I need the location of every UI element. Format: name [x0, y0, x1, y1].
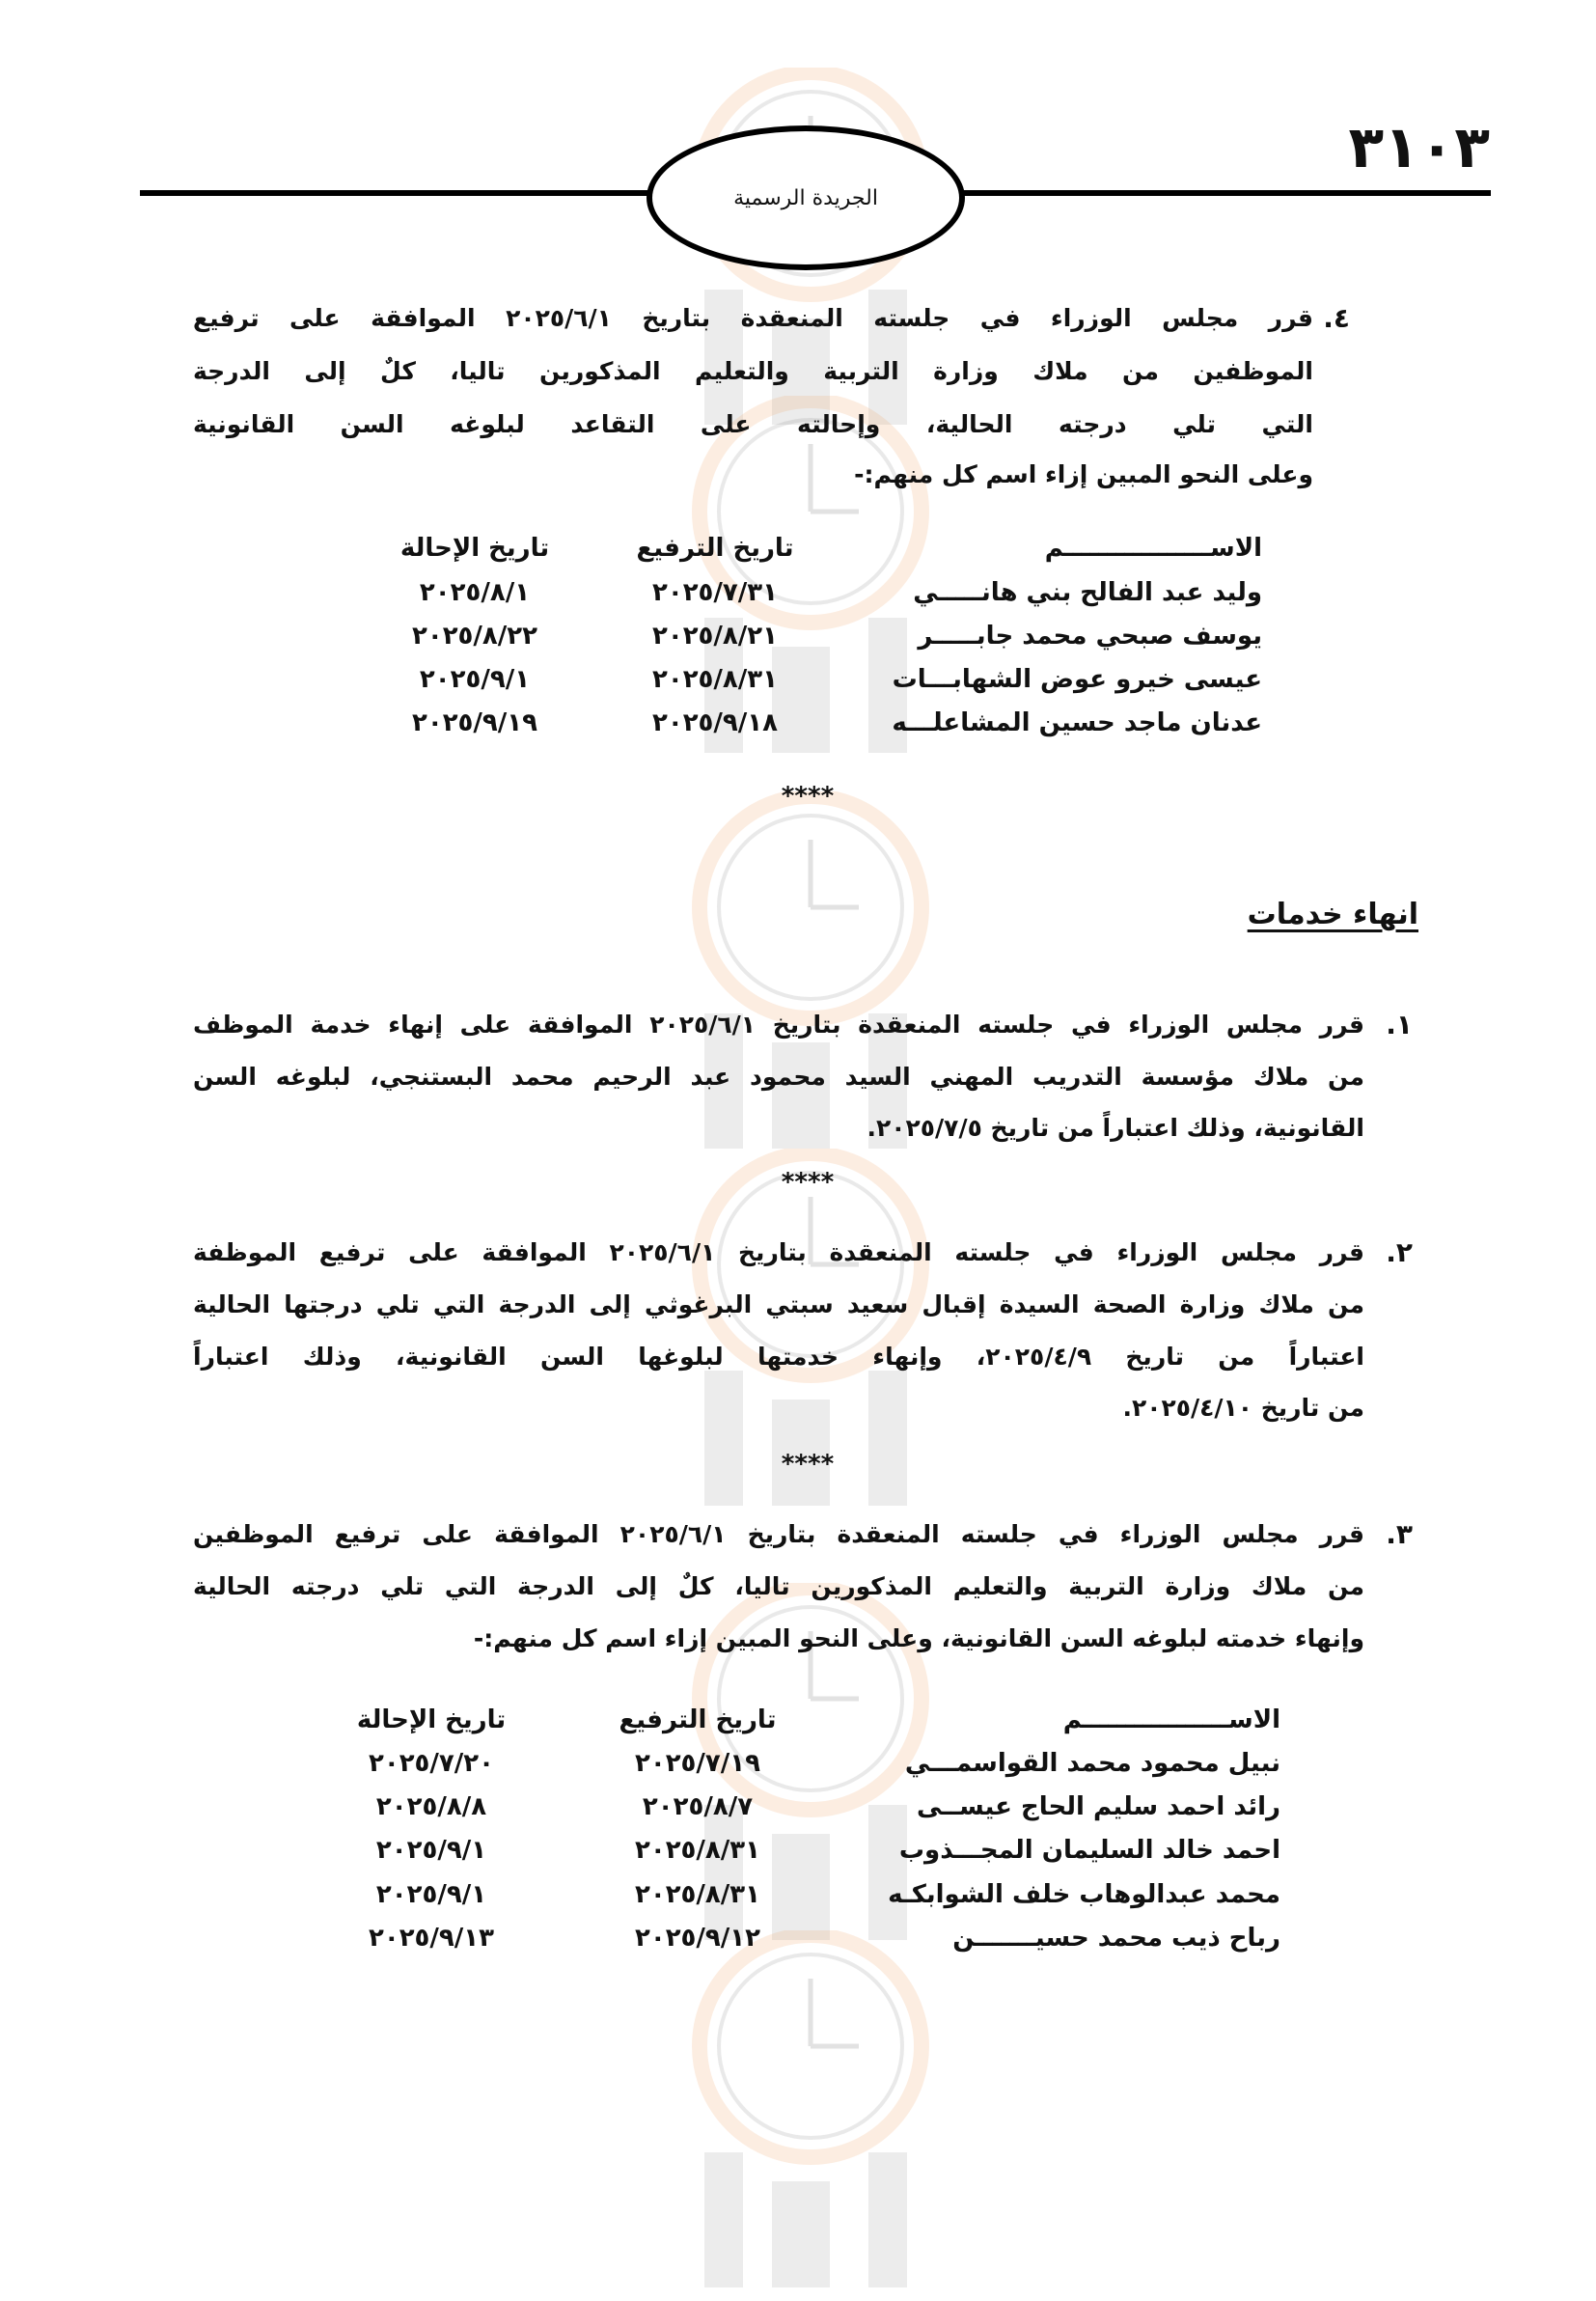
cell-name: رائد احمد سليم الحاج عيســى — [917, 1792, 1280, 1821]
paragraph-line: وإنهاء خدمته لبلوغه السن القانونية، وعلى النحو المبين إزاء اسم كل منهم:- — [473, 1624, 1364, 1652]
section-heading: انهاء خدمات — [1247, 898, 1418, 931]
cell-retirement-date: ٢٠٢٥/٩/١ — [375, 1836, 487, 1865]
item-number: ١. — [1386, 1009, 1413, 1040]
page-number: ٣١٠٣ — [1348, 114, 1490, 181]
cell-name: عيسى خيرو عوض الشهابـــات — [892, 665, 1262, 694]
cell-name: عدنان ماجد حسين المشاعلـــه — [892, 708, 1262, 737]
cell-retirement-date: ٢٠٢٥/٨/٨ — [375, 1792, 487, 1821]
cell-promotion-date: ٢٠٢٥/٨/٣١ — [651, 665, 779, 694]
column-header-promotion-date: تاريخ الترفيع — [636, 534, 794, 563]
cell-name: يوسف صبحي محمد جابـــــر — [918, 622, 1262, 651]
paragraph-line: من ملاك مؤسسة التدريب المهني السيد محمود عبد الرحيم محمد البستنجي، لبلوغه السن — [193, 1063, 1364, 1091]
separator: **** — [781, 1168, 835, 1197]
paragraph-line: التي تلي درجته الحالية، وإحالته على التقاعد لبلوغه السن القانونية — [193, 410, 1313, 438]
column-header-name: الاســـــــــــــــــم — [1044, 534, 1262, 563]
paragraph-line: من تاريخ ٢٠٢٥/٤/١٠. — [1122, 1394, 1364, 1422]
paragraph-line: القانونية، وذلك اعتباراً من تاريخ ٢٠٢٥/٧/٥. — [867, 1114, 1364, 1142]
cell-retirement-date: ٢٠٢٥/٩/١٣ — [368, 1924, 495, 1953]
cell-retirement-date: ٢٠٢٥/٧/٢٠ — [368, 1749, 495, 1778]
item-number: ٢. — [1386, 1236, 1413, 1268]
watermark-clock-icon — [627, 791, 994, 1162]
cell-retirement-date: ٢٠٢٥/٨/١ — [419, 578, 531, 607]
paragraph-line: قرر مجلس الوزراء في جلسته المنعقدة بتاريخ ٢٠٢٥/٦/١ الموافقة على ترفيع — [193, 304, 1313, 332]
cell-retirement-date: ٢٠٢٥/٨/٢٢ — [411, 622, 538, 651]
paragraph-line: من ملاك وزارة الصحة السيدة إقبال سعيد سبتي البرغوثي إلى الدرجة التي تلي درجتها الحالية — [193, 1290, 1364, 1318]
paragraph-line: قرر مجلس الوزراء في جلسته المنعقدة بتاريخ ٢٠٢٥/٦/١ الموافقة على إنهاء خدمة الموظف — [193, 1011, 1364, 1039]
cell-promotion-date: ٢٠٢٥/٩/١٢ — [634, 1924, 761, 1953]
paragraph-line: قرر مجلس الوزراء في جلسته المنعقدة بتاريخ ٢٠٢٥/٦/١ الموافقة على ترفيع الموظفة — [193, 1238, 1364, 1266]
cell-retirement-date: ٢٠٢٥/٩/١ — [419, 665, 531, 694]
cell-promotion-date: ٢٠٢٥/٨/٧ — [642, 1792, 754, 1821]
cell-name: رباح ذيب محمد حسيـــــــن — [952, 1924, 1280, 1953]
gazette-title: الجريدة الرسمية — [733, 185, 878, 210]
separator: **** — [781, 782, 835, 811]
cell-name: محمد عبدالوهاب خلف الشوابكـه — [888, 1880, 1280, 1909]
column-header-retirement-date: تاريخ الإحالة — [356, 1705, 507, 1734]
cell-promotion-date: ٢٠٢٥/٨/٣١ — [634, 1836, 761, 1865]
column-header-retirement-date: تاريخ الإحالة — [399, 534, 550, 563]
watermark-clock-icon — [627, 1930, 994, 2301]
cell-promotion-date: ٢٠٢٥/٨/٢١ — [651, 622, 779, 651]
cell-name: احمد خالد السليمان المجـــذوب — [898, 1836, 1280, 1865]
cell-promotion-date: ٢٠٢٥/٧/١٩ — [634, 1749, 761, 1778]
paragraph-line: الموظفين من ملاك وزارة التربية والتعليم المذكورين تاليا، كلٌ إلى الدرجة — [193, 357, 1313, 385]
item-number: ٣. — [1386, 1518, 1413, 1550]
gazette-title-oval — [647, 125, 965, 270]
cell-promotion-date: ٢٠٢٥/٨/٣١ — [634, 1880, 761, 1909]
paragraph-line: من ملاك وزارة التربية والتعليم المذكورين تاليا، كلٌ إلى الدرجة التي تلي درجته الحالية — [193, 1572, 1364, 1600]
paragraph-line: قرر مجلس الوزراء في جلسته المنعقدة بتاريخ ٢٠٢٥/٦/١ الموافقة على ترفيع الموظفين — [193, 1520, 1364, 1548]
paragraph-line: وعلى النحو المبين إزاء اسم كل منهم:- — [854, 460, 1313, 488]
cell-retirement-date: ٢٠٢٥/٩/١ — [375, 1880, 487, 1909]
cell-name: وليد عبد الفالح بني هانـــــي — [913, 578, 1262, 607]
cell-promotion-date: ٢٠٢٥/٧/٣١ — [651, 578, 779, 607]
cell-promotion-date: ٢٠٢٥/٩/١٨ — [651, 708, 779, 737]
item-number: ٤. — [1323, 302, 1350, 334]
separator: **** — [781, 1450, 835, 1479]
column-header-name: الاســـــــــــــــــم — [1062, 1705, 1280, 1734]
column-header-promotion-date: تاريخ الترفيع — [619, 1705, 777, 1734]
paragraph-line: اعتباراً من تاريخ ٢٠٢٥/٤/٩، وإنهاء خدمتها لبلوغها السن القانونية، وذلك اعتباراً — [193, 1343, 1364, 1371]
cell-name: نبيل محمود محمد القواسمـــي — [904, 1749, 1280, 1778]
cell-retirement-date: ٢٠٢٥/٩/١٩ — [411, 708, 538, 737]
